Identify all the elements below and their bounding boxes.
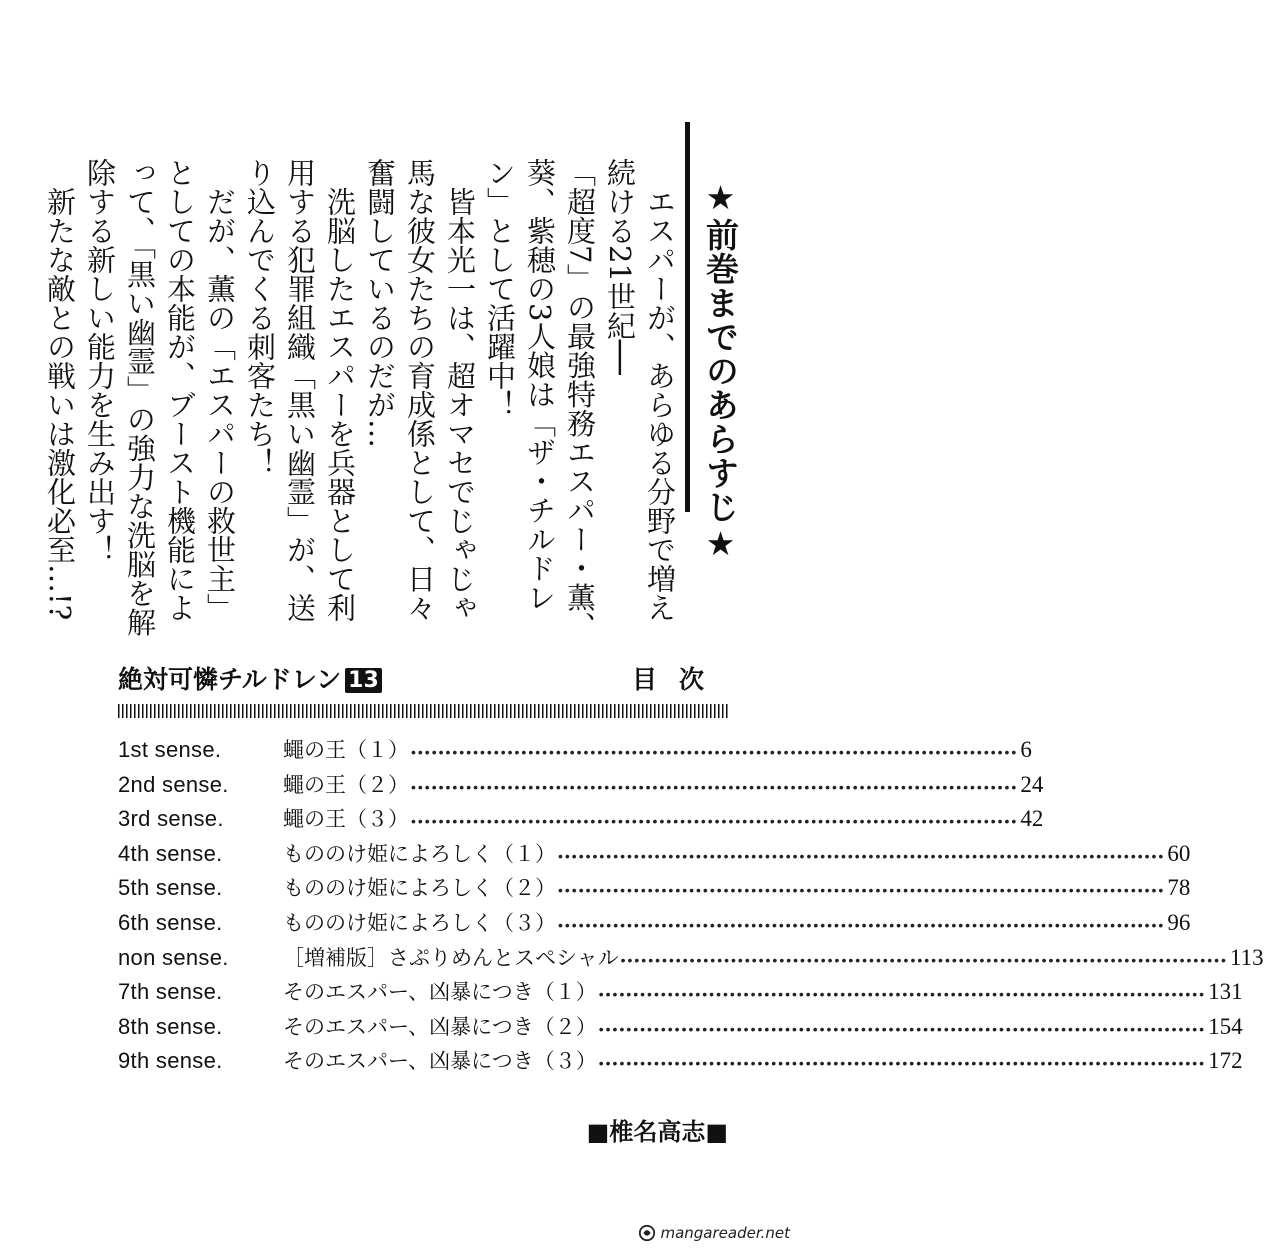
toc-entry-page: 172 [1208, 1048, 1243, 1074]
toc-entry-title: もののけ姫によろしく（１） [283, 841, 556, 866]
toc-entry-page: 42 [1020, 806, 1044, 832]
book-title [118, 660, 382, 696]
synopsis-line: 「超度7」の最強特務エスパー・薫、 [563, 158, 597, 641]
toc-list [118, 734, 1264, 1080]
toc-entry [118, 872, 1191, 907]
synopsis-line: ン」として活躍中！ [483, 158, 517, 419]
toc-entry-sense: 2nd sense. [118, 771, 229, 797]
toc-entry-sense: 7th sense. [118, 979, 223, 1005]
toc-entry-sense: 3rd sense. [118, 806, 224, 832]
synopsis-line: 用する犯罪組織「黒い幽霊」が、送 [283, 158, 317, 622]
synopsis-line: 葵、紫穂の3人娘は「ザ・チルドレ [523, 158, 557, 612]
toc-entry-page: 113 [1229, 944, 1264, 970]
synopsis-line: 続ける21世紀── [603, 158, 637, 375]
toc-entry [118, 803, 1044, 838]
synopsis-line: って、「黒い幽霊」の強力な洗脳を解 [123, 158, 157, 637]
toc-entry-title: 蠅の王（３） [283, 807, 409, 832]
toc-entry-title: ［増補版］さぷりめんとスペシャル [283, 945, 619, 970]
toc-entry-page: 24 [1020, 771, 1044, 797]
toc-entry-sense: 4th sense. [118, 840, 223, 866]
synopsis-rule [685, 122, 690, 512]
swirl-logo-icon [638, 1224, 656, 1242]
toc-leader-dots [411, 813, 1018, 829]
synopsis-line: 除する新しい能力を生み出す！ [83, 158, 117, 564]
watermark [638, 1224, 790, 1242]
synopsis-line: 洗脳したエスパーを兵器として利 [323, 158, 357, 622]
toc-entry [118, 976, 1243, 1011]
synopsis-heading: ★前巻までのあらすじ★ [701, 178, 740, 564]
toc-header [118, 660, 730, 700]
toc-entry-page: 131 [1208, 979, 1243, 1005]
author-credit: ■椎名高志■ [586, 1118, 728, 1146]
volume-badge: 13 [345, 668, 382, 693]
toc-leader-dots [599, 1021, 1206, 1037]
toc-entry-page: 78 [1167, 875, 1191, 901]
synopsis-line: 奮闘しているのだが… [363, 158, 397, 448]
synopsis-line: だが、薫の「エスパーの救世主」 [203, 158, 237, 622]
synopsis-line: 新たな敵との戦いは激化必至…!? [43, 158, 77, 621]
toc-entry [118, 1011, 1243, 1046]
toc-leader-dots [411, 744, 1018, 760]
toc-leader-dots [621, 952, 1228, 968]
synopsis-line: としての本能が、ブースト機能によ [163, 158, 197, 622]
toc-entry-sense: 9th sense. [118, 1048, 223, 1074]
toc-entry-sense: 5th sense. [118, 875, 223, 901]
toc-entry-title: もののけ姫によろしく（３） [283, 910, 556, 935]
hatched-divider [118, 704, 730, 718]
toc-entry [118, 942, 1264, 977]
toc-entry-sense: 8th sense. [118, 1013, 223, 1039]
toc-entry [118, 769, 1044, 804]
book-title-text: 絶対可憐チルドレン [118, 665, 342, 694]
synopsis-line: エスパーが、あらゆる分野で増え [643, 158, 677, 622]
watermark-text: mangareader.net [660, 1224, 790, 1242]
contents-label: 目次 [631, 665, 726, 694]
toc-entry-title: 蠅の王（１） [283, 738, 409, 762]
toc-entry-sense: 6th sense. [118, 909, 223, 935]
toc-entry [118, 907, 1191, 942]
synopsis-line: 皆本光一は、超オマセでじゃじゃ [443, 158, 477, 622]
toc-entry-sense: 1st sense. [118, 737, 222, 762]
toc-entry-title: そのエスパー、凶暴につき（２） [283, 1014, 597, 1039]
toc-leader-dots [558, 882, 1165, 898]
toc-entry-title: そのエスパー、凶暴につき（１） [283, 980, 597, 1005]
toc-leader-dots [599, 986, 1206, 1002]
toc-leader-dots [599, 1055, 1206, 1071]
toc-entry-page: 60 [1167, 840, 1191, 866]
toc-entry-page: 6 [1020, 737, 1032, 762]
toc-entry [118, 838, 1191, 873]
toc-entry-title: もののけ姫によろしく（２） [283, 876, 556, 901]
toc-entry-page: 96 [1167, 909, 1191, 935]
synopsis-line: 馬な彼女たちの育成係として、日々 [403, 158, 437, 622]
toc-entry-page: 154 [1208, 1013, 1243, 1039]
toc-entry-title: そのエスパー、凶暴につき（３） [283, 1049, 597, 1074]
toc-leader-dots [411, 779, 1018, 795]
toc-entry [118, 1045, 1243, 1080]
toc-leader-dots [558, 917, 1165, 933]
toc-entry-sense: non sense. [118, 944, 229, 970]
toc-leader-dots [558, 848, 1165, 864]
toc-entry [118, 734, 1032, 769]
synopsis-body [43, 158, 680, 641]
synopsis-line: り込んでくる刺客たち！ [243, 158, 277, 477]
toc-entry-title: 蠅の王（２） [283, 772, 409, 797]
